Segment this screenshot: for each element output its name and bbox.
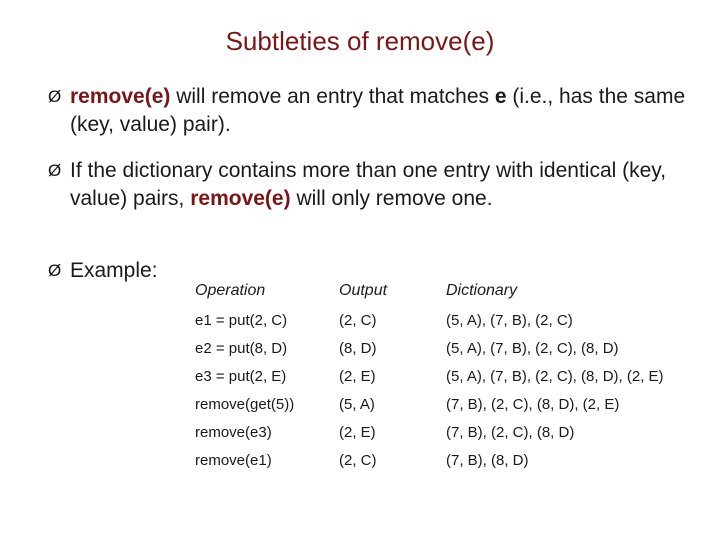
- cell-operation: e3 = put(2, E): [195, 367, 287, 385]
- header-dictionary: Dictionary: [446, 282, 518, 299]
- bullet-text-segment: (i.e., has the same (key, value) pair).: [70, 85, 686, 136]
- bullet-text: [70, 83, 688, 139]
- cell-output: (8, D): [339, 339, 377, 357]
- bold-e: e: [494, 85, 507, 108]
- cell-output: (2, C): [339, 451, 377, 469]
- bullet-text-segment: will only remove one.: [290, 187, 493, 210]
- keyword-remove-e: remove(e): [70, 85, 171, 108]
- cell-dictionary: (7, B), (2, C), (8, D): [446, 423, 575, 441]
- cell-operation: e2 = put(8, D): [195, 339, 288, 357]
- cell-operation: remove(e1): [195, 451, 272, 469]
- bullet-remove-description: [48, 83, 688, 139]
- bullet-text-segment: If the dictionary contains more than one entry with identical (key, value) pairs,: [70, 159, 667, 210]
- keyword-remove-e: remove(e): [190, 187, 291, 210]
- cell-operation: e1 = put(2, C): [195, 311, 288, 329]
- cell-dictionary: (5, A), (7, B), (2, C), (8, D), (2, E): [446, 367, 664, 385]
- slide-title: Subtleties of remove(e): [225, 26, 495, 56]
- header-output: Output: [339, 282, 388, 299]
- bullet-text: [70, 157, 688, 213]
- cell-dictionary: (5, A), (7, B), (2, C), (8, D): [446, 339, 619, 357]
- bullet-duplicate-entries: [48, 157, 688, 213]
- cell-output: (2, E): [339, 367, 376, 385]
- cell-dictionary: (5, A), (7, B), (2, C): [446, 311, 573, 329]
- bullet-text-segment: will remove an entry that matches: [170, 85, 495, 108]
- table-header-row: [190, 278, 686, 306]
- cell-operation: remove(e3): [195, 423, 272, 441]
- table-row: [190, 418, 686, 446]
- cell-dictionary: (7, B), (8, D): [446, 451, 529, 469]
- bullet-text: Example:: [70, 259, 158, 282]
- example-operations-table: [190, 278, 686, 474]
- cell-output: (5, A): [339, 395, 375, 413]
- table-row: [190, 334, 686, 362]
- table-row: [190, 446, 686, 474]
- cell-output: (2, E): [339, 423, 376, 441]
- cell-dictionary: (7, B), (2, C), (8, D), (2, E): [446, 395, 620, 413]
- cell-operation: remove(get(5)): [195, 395, 295, 413]
- arrow-bullet-icon: Ø: [48, 161, 62, 180]
- arrow-bullet-icon: Ø: [48, 87, 62, 106]
- arrow-bullet-icon: Ø: [48, 261, 62, 280]
- table-row: [190, 362, 686, 390]
- table-row: [190, 390, 686, 418]
- cell-output: (2, C): [339, 311, 377, 329]
- table-row: [190, 306, 686, 334]
- header-operation: Operation: [195, 282, 266, 299]
